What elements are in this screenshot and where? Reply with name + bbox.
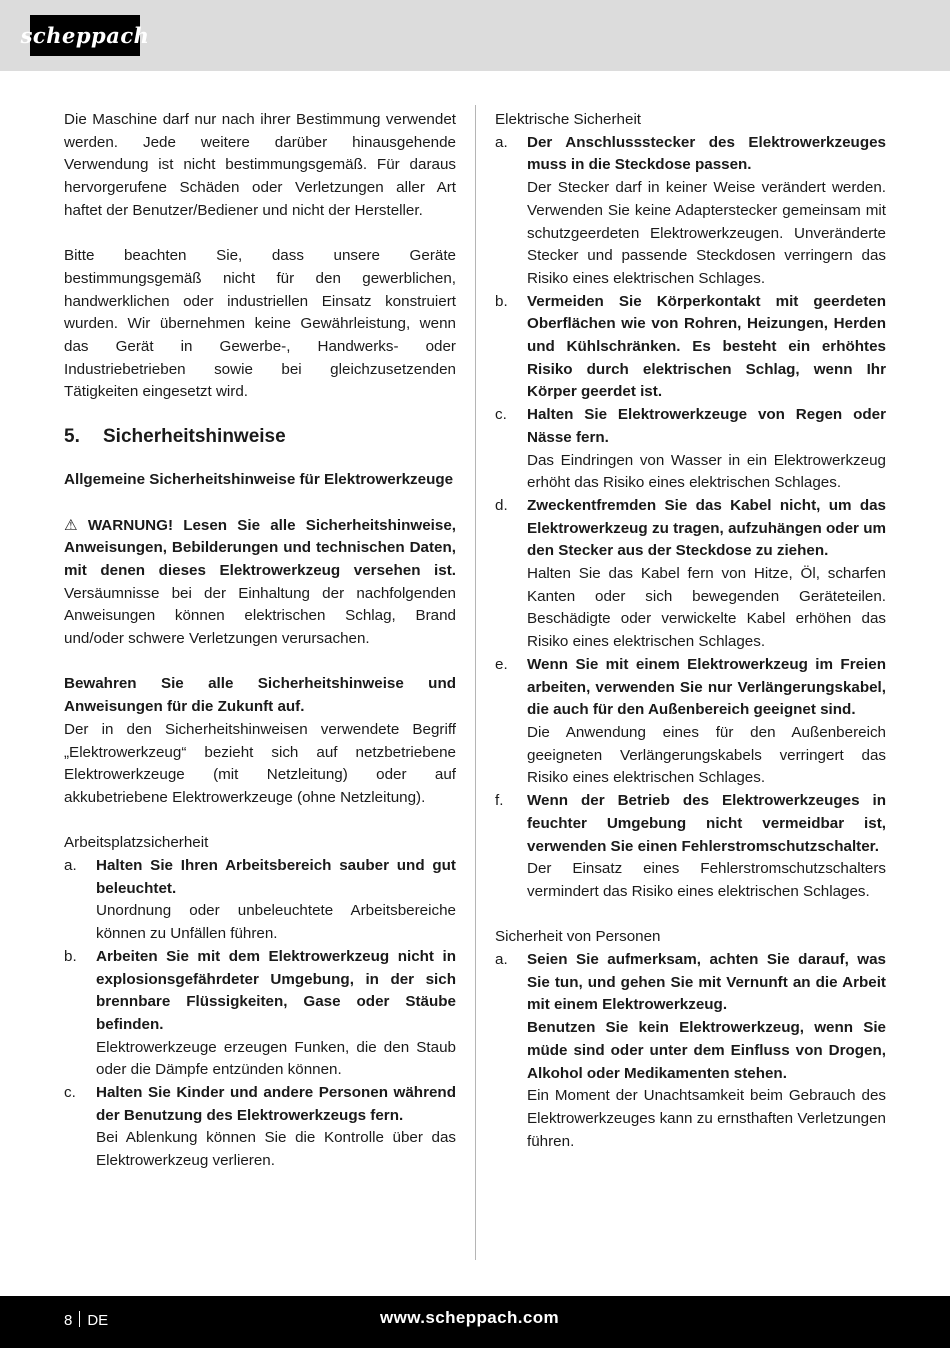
list-item	[64, 855, 456, 946]
personal-safety-heading: Sicherheit von Personen	[495, 928, 661, 946]
list-item	[495, 790, 886, 904]
keep-instructions-heading: Bewahren Sie alle Sicherheitshinweise und Anweisungen für die Zukunft auf.	[64, 675, 456, 716]
list-item	[64, 946, 456, 1082]
list-item-label: c.	[495, 406, 507, 424]
list-item	[495, 404, 886, 495]
brand-logo: scheppach	[30, 15, 140, 56]
list-item-label: a.	[495, 133, 508, 151]
list-item-text: Der Einsatz eines Fehlerstromschutzschalters vermindert das Risiko eines elektrischen Schlages.	[527, 860, 886, 900]
list-item-text: Der Stecker darf in keiner Weise verändert werden. Verwenden Sie keine Adapterstecker gemeinsam mit schutzgeerdeten Elektrowerkzeugen. Unveränderte Stecker und passende Steckdosen verringern das Risiko eines elektrischen Schlages.	[527, 179, 886, 287]
list-item	[64, 1082, 456, 1173]
list-item-text: Das Eindringen von Wasser in ein Elektrowerkzeug erhöht das Risiko eines elektrischen Schlages.	[527, 451, 886, 492]
warning-paragraph	[64, 515, 456, 651]
list-item-bold: Seien Sie aufmerksam, achten Sie darauf, was Sie tun, und gehen Sie mit Vernunft an die Arbeit mit einem Elektrowerkzeug.	[527, 951, 886, 1014]
list-item-label: b.	[64, 947, 77, 965]
column-divider	[475, 105, 476, 1260]
list-item	[495, 132, 886, 291]
left-column	[64, 109, 456, 1173]
list-item	[495, 495, 886, 654]
list-item-bold: Halten Sie Ihren Arbeitsbereich sauber und gut beleuchtet.	[96, 857, 456, 897]
page-number: 8	[64, 1312, 73, 1329]
language-code: DE	[87, 1312, 109, 1329]
list-item-bold: Halten Sie Kinder und andere Personen während der Benutzung des Elektrowerkzeugs fern.	[96, 1084, 456, 1124]
list-item-text: Die Anwendung eines für den Außenbereich geeigneten Verlängerungskabels verringert das Risiko eines elektrischen Schlages.	[527, 723, 886, 787]
list-item-label: a.	[495, 951, 508, 968]
list-item-label: f.	[495, 792, 504, 810]
page-separator	[79, 1311, 80, 1327]
list-item	[495, 291, 886, 405]
warning-triangle-icon: ⚠	[64, 516, 78, 534]
general-safety-heading: Allgemeine Sicherheitshinweise für Elektrowerkzeuge	[64, 471, 454, 489]
warning-bold-text: WARNUNG! Lesen Sie alle Sicherheitshinweise, Anweisungen, Bebilderungen und technischen Daten, mit denen dieses Elektrowerkzeug versehen ist.	[64, 516, 456, 579]
list-item-text: Ein Moment der Unachtsamkeit beim Gebrauch des Elektrowerkzeuges kann zu ernsthaften Verletzungen führen.	[527, 1087, 886, 1150]
section-heading	[64, 424, 456, 450]
page-number-label	[64, 1311, 108, 1329]
right-column	[495, 109, 886, 1153]
list-item-text: Bei Ablenkung können Sie die Kontrolle über das Elektrowerkzeug verlieren.	[96, 1129, 456, 1170]
list-item-label: a.	[64, 857, 77, 875]
list-item-text: Elektrowerkzeuge erzeugen Funken, die den Staub oder die Dämpfe entzünden können.	[96, 1038, 456, 1079]
website-link[interactable]: www.scheppach.com	[380, 1308, 560, 1327]
list-item-label: e.	[495, 655, 508, 673]
list-item-bold: Wenn der Betrieb des Elektrowerkzeuges in feuchter Umgebung nicht vermeidbar ist, verwenden Sie einen Fehlerstromschutzschalter.	[527, 792, 886, 855]
list-item-text: Halten Sie das Kabel fern von Hitze, Öl, scharfen Kanten oder sich bewegenden Geräteteilen. Beschädigte oder verwickelte Kabel erhöhen das Risiko eines elektrischen Schlages.	[527, 565, 886, 651]
list-item-label: b.	[495, 292, 508, 310]
page-header	[0, 0, 950, 71]
electrical-safety-heading: Elektrische Sicherheit	[495, 111, 642, 128]
commercial-use-paragraph: Bitte beachten Sie, dass unsere Geräte bestimmungsgemäß nicht für den gewerblichen, handwerklichen oder industriellen Einsatz konstruiert wurden. Wir übernehmen keine Gewährleistung, wenn das Gerät in Gewerbe-, Handwerks- oder Industriebetrieben sowie bei gleichzusetzenden Tätigkeiten eingesetzt wird.	[64, 247, 456, 401]
list-item-bold: Halten Sie Elektrowerkzeuge von Regen oder Nässe fern.	[527, 406, 886, 446]
list-item-bold: Vermeiden Sie Körperkontakt mit geerdeten Oberflächen wie von Rohren, Heizungen, Herden und Kühlschränken. Es besteht ein erhöhtes Risiko durch elektrischen Schlag, wenn Ihr Körper geerdet ist.	[527, 292, 886, 401]
keep-instructions-text: Der in den Sicherheitshinweisen verwendete Begriff „Elektrowerkzeug“ bezieht sich auf netzbetriebene Elektrowerkzeuge (mit Netzleitung) oder auf akkubetriebene Elektrowerkzeuge (ohne Netzleitung).	[64, 720, 456, 806]
list-item-bold: Wenn Sie mit einem Elektrowerkzeug im Freien arbeiten, verwenden Sie nur Verlängerungskabel, die auch für den Außenbereich geeignet sind.	[527, 655, 886, 719]
warning-text: Versäumnisse bei der Einhaltung der nachfolgenden Anweisungen können elektrischen Schlag, Brand und/oder schwere Verletzungen verursachen.	[64, 584, 456, 648]
page-footer	[0, 1296, 950, 1348]
list-item	[495, 949, 886, 1153]
intended-use-paragraph: Die Maschine darf nur nach ihrer Bestimmung verwendet werden. Jede weitere darüber hinausgehende Verwendung ist nicht bestimmungsgemäß. Für daraus hervorgerufene Schäden oder Verletzungen aller Art haftet der Benutzer/Bediener und nicht der Hersteller.	[64, 111, 456, 219]
list-item-bold: Der Anschlussstecker des Elektrowerkzeuges muss in die Steckdose passen.	[527, 133, 886, 174]
list-item-bold: Zweckentfremden Sie das Kabel nicht, um das Elektrowerkzeug zu tragen, aufzuhängen oder um den Stecker aus der Steckdose zu ziehen.	[527, 496, 886, 560]
list-item-bold: Arbeiten Sie mit dem Elektrowerkzeug nicht in explosionsgefährdeter Umgebung, in der sich brennbare Flüssigkeiten, Gase oder Stäube befinden.	[96, 947, 456, 1033]
list-item-label: d.	[495, 496, 508, 514]
list-item	[495, 654, 886, 790]
list-item-text: Unordnung oder unbeleuchtete Arbeitsbereiche können zu Unfällen führen.	[96, 902, 456, 943]
list-item-label: c.	[64, 1084, 76, 1102]
list-item-bold-secondary: Benutzen Sie kein Elektrowerkzeug, wenn Sie müde sind oder unter dem Einfluss von Drogen, Alkohol oder Medikamenten stehen.	[527, 1019, 886, 1082]
section-title: Sicherheitshinweise	[103, 426, 286, 448]
workplace-heading: Arbeitsplatzsicherheit	[64, 834, 209, 852]
section-number: 5.	[64, 426, 80, 448]
